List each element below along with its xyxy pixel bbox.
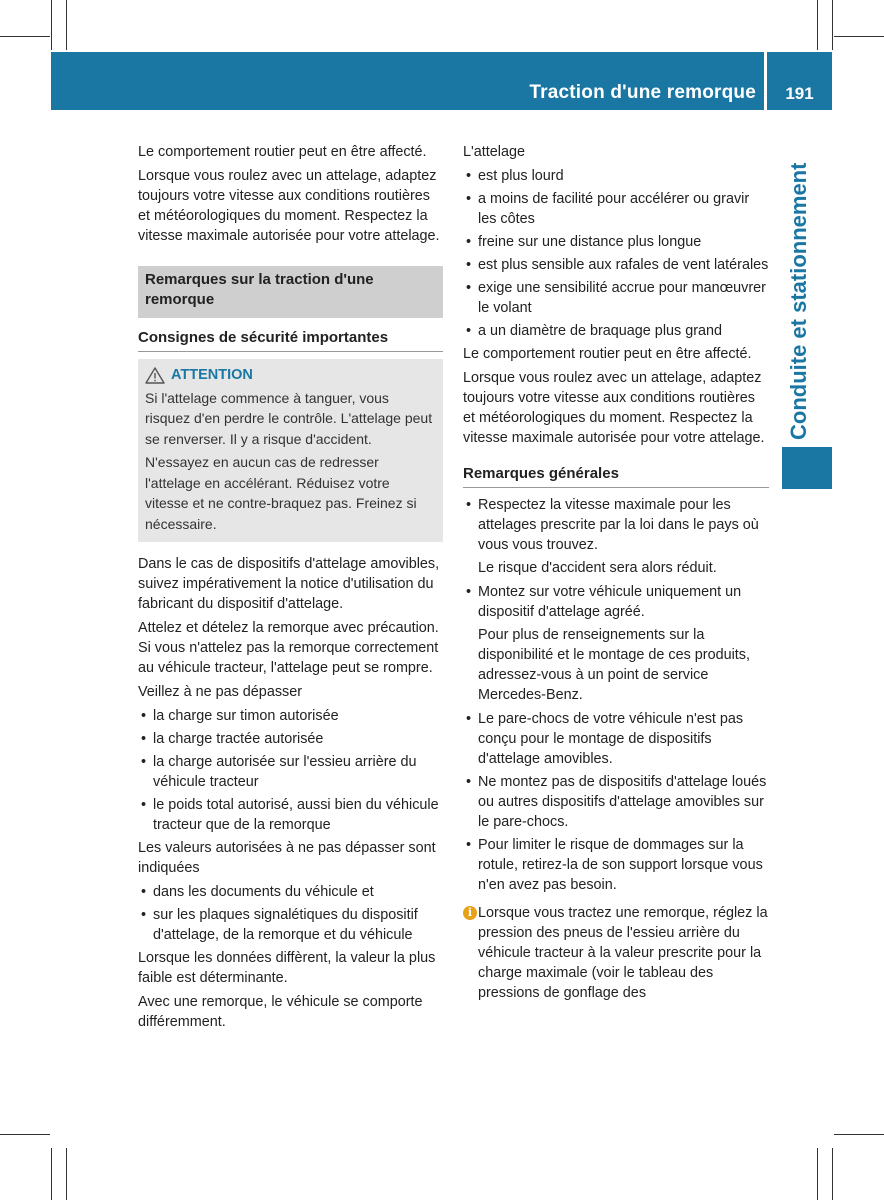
info-text: Lorsque vous tractez une remorque, réglez la pression des pneus de l'essieu arrière du véhicule tracteur à la valeur prescrite pour la charge maximale (voir le tableau des pressions de gonflage des: [478, 905, 768, 1001]
crop-mark: [51, 1148, 52, 1200]
list-item: • dans les documents du véhicule et: [138, 882, 443, 902]
list-item-note: Pour plus de renseignements sur la disponibilité et le montage de ces produits, adressez-vous à un point de service Mercedes-Benz.: [478, 627, 750, 703]
paragraph: Dans le cas de dispositifs d'attelage amovibles, suivez impérativement la notice d'utilisation du fabricant du dispositif d'attelage.: [138, 556, 440, 612]
crop-mark: [66, 1148, 67, 1200]
list-item: • Pour limiter le risque de dommages sur la rotule, retirez-la de son support lorsque vous n'en avez pas besoin.: [463, 835, 769, 895]
list-item: • a moins de facilité pour accélérer ou gravir les côtes: [463, 189, 769, 229]
left-column: [138, 142, 443, 1036]
side-tab-marker: [782, 447, 832, 489]
list-item: • sur les plaques signalétiques du dispositif d'attelage, de la remorque et du véhicule: [138, 905, 443, 945]
warning-title-text: ATTENTION: [171, 367, 253, 383]
list-item: • Respectez la vitesse maximale pour les attelages prescrite par la loi dans le pays où vous vous trouvez.: [463, 495, 769, 555]
crop-mark: [0, 36, 50, 37]
paragraph: Lorsque vous roulez avec un attelage, adaptez toujours votre vitesse aux conditions routières et météorologiques du moment. Respectez la vitesse maximale autorisée pour votre attelage.: [138, 168, 440, 244]
paragraph: Veillez à ne pas dépasser: [138, 684, 303, 700]
list-item: • la charge autorisée sur l'essieu arrière du véhicule tracteur: [138, 752, 443, 792]
list-item: • le poids total autorisé, aussi bien du véhicule tracteur que de la remorque: [138, 795, 443, 835]
crop-mark: [834, 36, 884, 37]
paragraph: Les valeurs autorisées à ne pas dépasser sont indiquées: [138, 840, 436, 876]
paragraph: L'attelage: [463, 144, 525, 160]
crop-mark: [832, 0, 833, 50]
warning-box: [138, 359, 443, 542]
paragraph: Attelez et dételez la remorque avec précaution. Si vous n'attelez pas la remorque correctement au véhicule tracteur, l'attelage peut se rompre.: [138, 620, 439, 676]
list-item: • a un diamètre de braquage plus grand: [463, 321, 769, 341]
page-number: 191: [785, 84, 814, 103]
right-column: [463, 142, 769, 1003]
subsection-heading: Remarques générales: [463, 464, 769, 488]
warning-triangle-icon: [145, 367, 165, 384]
paragraph: Avec une remorque, le véhicule se comporte différemment.: [138, 994, 423, 1030]
page-title: Traction d'une remorque: [529, 82, 756, 103]
subsection-heading: Consignes de sécurité importantes: [138, 328, 443, 352]
section-heading: Remarques sur la traction d'une remorque: [138, 266, 443, 318]
warning-paragraph: Si l'attelage commence à tanguer, vous risquez d'en perdre le contrôle. L'attelage peut se renverser. Il y a risque d'accident.: [145, 389, 433, 447]
warning-paragraph: N'essayez en aucun cas de redresser l'attelage en accélérant. Réduisez votre vitesse et ne contre-braquez pas. Freinez si nécessaire.: [145, 454, 417, 532]
list-item: • Ne montez pas de dispositifs d'attelage loués ou autres dispositifs d'attelage amovibles sur le pare-chocs.: [463, 772, 769, 832]
crop-mark: [0, 1134, 50, 1135]
crop-mark: [832, 1148, 833, 1200]
warning-title: [145, 365, 436, 386]
paragraph: Lorsque vous roulez avec un attelage, adaptez toujours votre vitesse aux conditions routières et météorologiques du moment. Respectez la vitesse maximale autorisée pour votre attelage.: [463, 370, 765, 446]
list-item: • freine sur une distance plus longue: [463, 232, 769, 252]
list-item: • exige une sensibilité accrue pour manœuvrer le volant: [463, 278, 769, 318]
list-item: • Le pare-chocs de votre véhicule n'est pas conçu pour le montage de dispositifs d'attelage amovibles.: [463, 709, 769, 769]
info-note: [463, 903, 769, 1003]
paragraph: Lorsque les données diffèrent, la valeur la plus faible est déterminante.: [138, 950, 436, 986]
list-item-note: Le risque d'accident sera alors réduit.: [478, 560, 717, 576]
side-tab-label: Conduite et stationnement: [786, 162, 811, 440]
info-icon: i: [463, 906, 477, 920]
paragraph: Le comportement routier peut en être affecté.: [138, 144, 427, 160]
crop-mark: [51, 0, 52, 50]
paragraph: Le comportement routier peut en être affecté.: [463, 346, 752, 362]
list-item: • la charge sur timon autorisée: [138, 706, 443, 726]
list-item: • est plus sensible aux rafales de vent latérales: [463, 255, 769, 275]
crop-mark: [66, 0, 67, 50]
crop-mark: [834, 1134, 884, 1135]
list-item: • Montez sur votre véhicule uniquement un dispositif d'attelage agréé.: [463, 582, 769, 622]
list-item: • la charge tractée autorisée: [138, 729, 443, 749]
crop-mark: [817, 1148, 818, 1200]
list-item: • est plus lourd: [463, 166, 769, 186]
crop-mark: [817, 0, 818, 50]
